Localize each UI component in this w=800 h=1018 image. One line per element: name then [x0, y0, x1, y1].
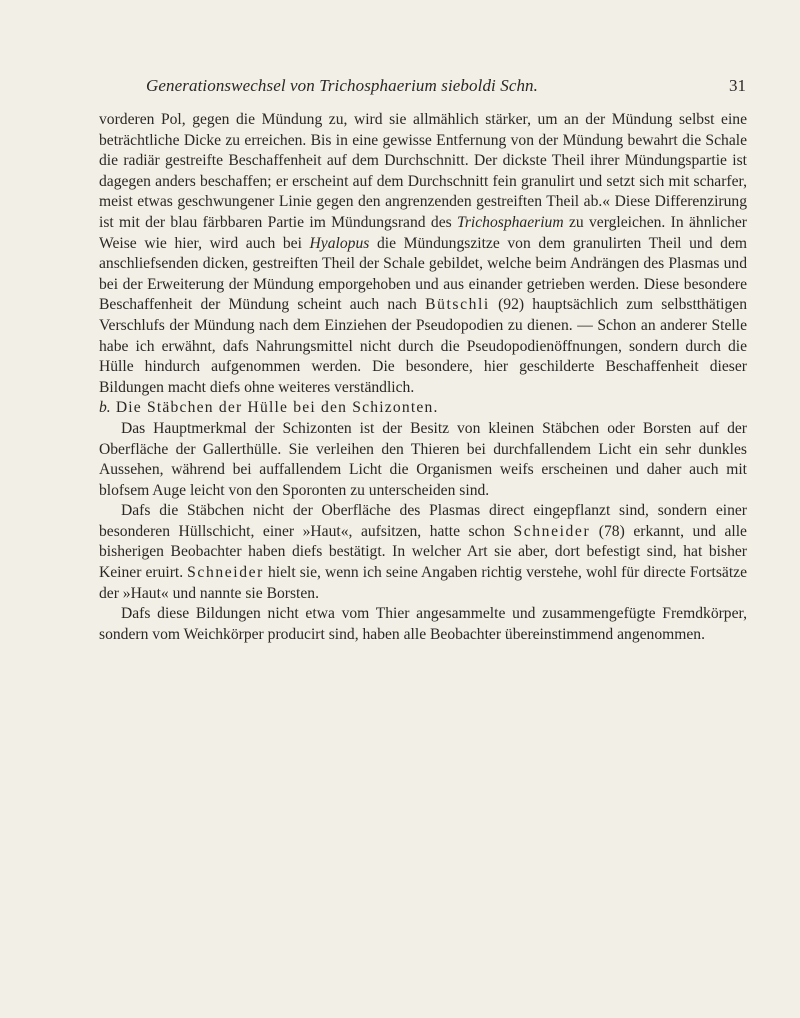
page-number: 31 — [729, 76, 746, 95]
text-span: (92) hauptsächlich zum selbstthätigen Verschlufs der Mündung nach dem Einziehen der Pseudopodien zu dienen. — Schon an anderer Stelle habe ich erwähnt, dafs Nahrungsmittel nicht durch die Pseudopodienöffnungen, sondern durch die Hülle hindurch aufgenommen werden. Die besondere, hier geschilderte Beschaffenheit dieser Bildungen macht diefs ohne weiteres verständlich. — [99, 296, 748, 396]
text-span: die Mündungszitze von dem granulirten Theil und dem anschliefsenden dicken, gestreiften Theil der Schale gebildet, welche beim Andrängen des Plasmas und bei der Erweiterung der Mündung emporgehoben und aus einander getrieben werden. Diese besondere Beschaffenheit der Mündung scheint auch nach — [99, 234, 747, 314]
paragraph-staebchen — [99, 501, 747, 604]
text-span: hielt sie, wenn ich seine Angaben richtig verstehe, wohl für directe Fortsätze der »Haut« und nannte sie Borsten. — [99, 564, 747, 602]
genus-name: Trichosphaerium — [457, 213, 564, 231]
text-span: (78) erkannt, und alle bisherigen Beobachter haben diefs bestätigt. In welcher Art sie aber, dort befestigt sind, hat bisher Keiner eruirt. — [99, 522, 747, 582]
body-text — [99, 110, 747, 645]
text-span: vorderen Pol, gegen die Mündung zu, wird sie allmählich stärker, um an der Mündung selbst eine beträchtliche Dicke zu erreichen. Bis in eine gewisse Entfernung von der Mündung bewahrt die Schale die radiär gestreifte Beschaffenheit auf dem Durchschnitt. Der dickste Theil ihrer Mündungspartie ist dagegen anders beschaffen; er erscheint auf dem Durchschnitt fein granulirt und setzt sich mit scharfer, meist etwas geschwungener Linie gegen den angrenzenden gestreiften Theil ab.« Diese Differenzirung ist mit der blau färbbaren Partie im Mündungsrand des — [99, 111, 747, 231]
text-span: Dafs die Stäbchen nicht der Oberfläche des Plasmas direct eingepflanzt sind, sondern einer besonderen Hüllschicht, einer »Haut«, aufsitzen, hatte schon — [99, 502, 747, 540]
author-name: Schneider — [513, 522, 591, 540]
paragraph-bildungen: Dafs diese Bildungen nicht etwa vom Thier angesammelte und zusammengefügte Fremdkörper, sondern vom Weichkörper producirt sind, haben alle Beobachter übereinstimmend angenommen. — [99, 605, 747, 643]
running-title: Generationswechsel von Trichosphaerium sieboldi Schn. — [146, 76, 539, 95]
section-letter: b. — [99, 399, 111, 417]
section-heading — [99, 398, 747, 419]
paragraph-hauptmerkmal: Das Hauptmerkmal der Schizonten ist der Besitz von kleinen Stäbchen oder Borsten auf der Oberfläche der Gallerthülle. Sie verleihen den Thieren bei durchfallendem Licht ein sehr dunkles Aussehen, während bei auffallendem Licht die Organismen weifs erscheinen und daher auch mit blofsem Auge leicht von den Sporonten zu unterscheiden sind. — [99, 419, 747, 499]
page-header — [100, 76, 746, 100]
paragraph-mundung — [99, 110, 747, 398]
section-title: Die Stäbchen der Hülle bei den Schizonten. — [115, 399, 439, 417]
text-span: zu vergleichen. In ähnlicher Weise wie hier, wird auch bei — [99, 213, 747, 252]
author-name: Bütschli — [425, 296, 490, 314]
genus-name: Hyalopus — [309, 234, 370, 252]
author-name: Schneider — [187, 564, 264, 582]
